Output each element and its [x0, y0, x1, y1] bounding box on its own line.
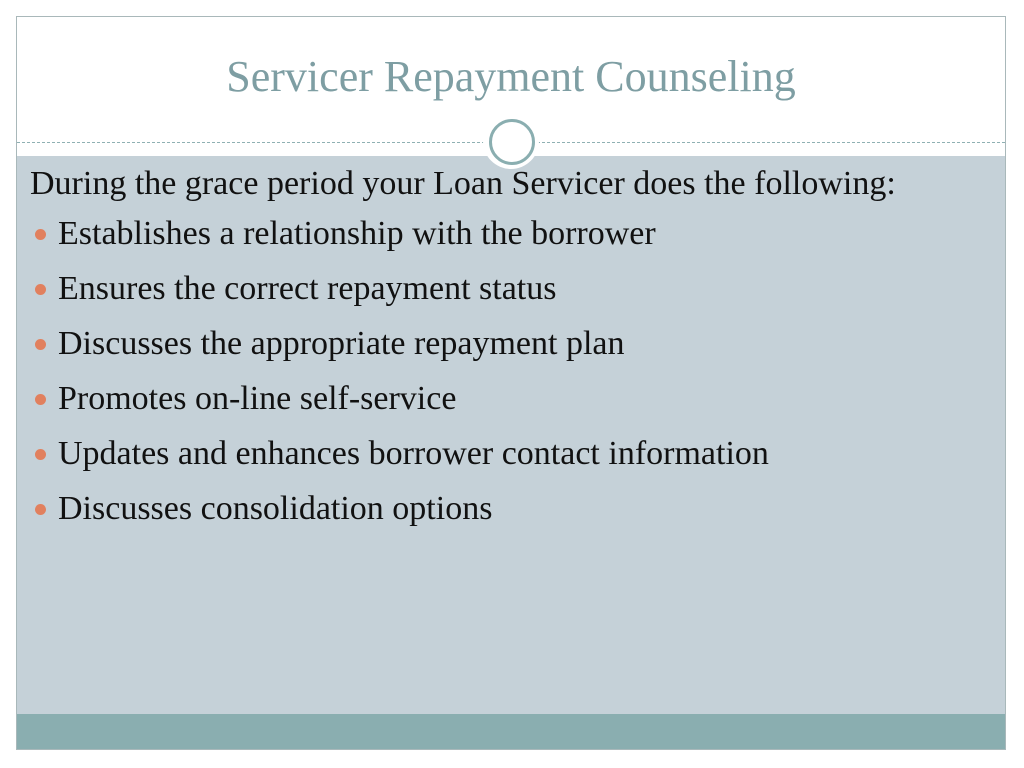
bullet-item — [30, 322, 970, 377]
bullet-dot-icon — [35, 504, 46, 515]
slide-body — [30, 162, 970, 542]
intro-text: During the grace period your Loan Servicer does the following: — [30, 165, 896, 202]
bullet-list — [30, 212, 970, 542]
bullet-item — [30, 377, 970, 432]
bullet-text: Discusses consolidation options — [58, 490, 493, 527]
footer-band — [17, 714, 1005, 749]
bullet-dot-icon — [35, 394, 46, 405]
divider-ring-icon — [489, 119, 535, 165]
bullet-text: Promotes on-line self-service — [58, 380, 457, 417]
bullet-text: Updates and enhances borrower contact information — [58, 435, 769, 472]
bullet-item — [30, 487, 970, 542]
bullet-text: Establishes a relationship with the borrower — [58, 215, 656, 252]
bullet-item — [30, 267, 970, 322]
bullet-text: Discusses the appropriate repayment plan — [58, 325, 625, 362]
bullet-item — [30, 432, 970, 487]
slide-title: Servicer Repayment Counseling — [226, 52, 796, 101]
bullet-dot-icon — [35, 229, 46, 240]
bullet-dot-icon — [35, 339, 46, 350]
bullet-item — [30, 212, 970, 267]
bullet-dot-icon — [35, 284, 46, 295]
bullet-dot-icon — [35, 449, 46, 460]
bullet-text: Ensures the correct repayment status — [58, 270, 557, 307]
